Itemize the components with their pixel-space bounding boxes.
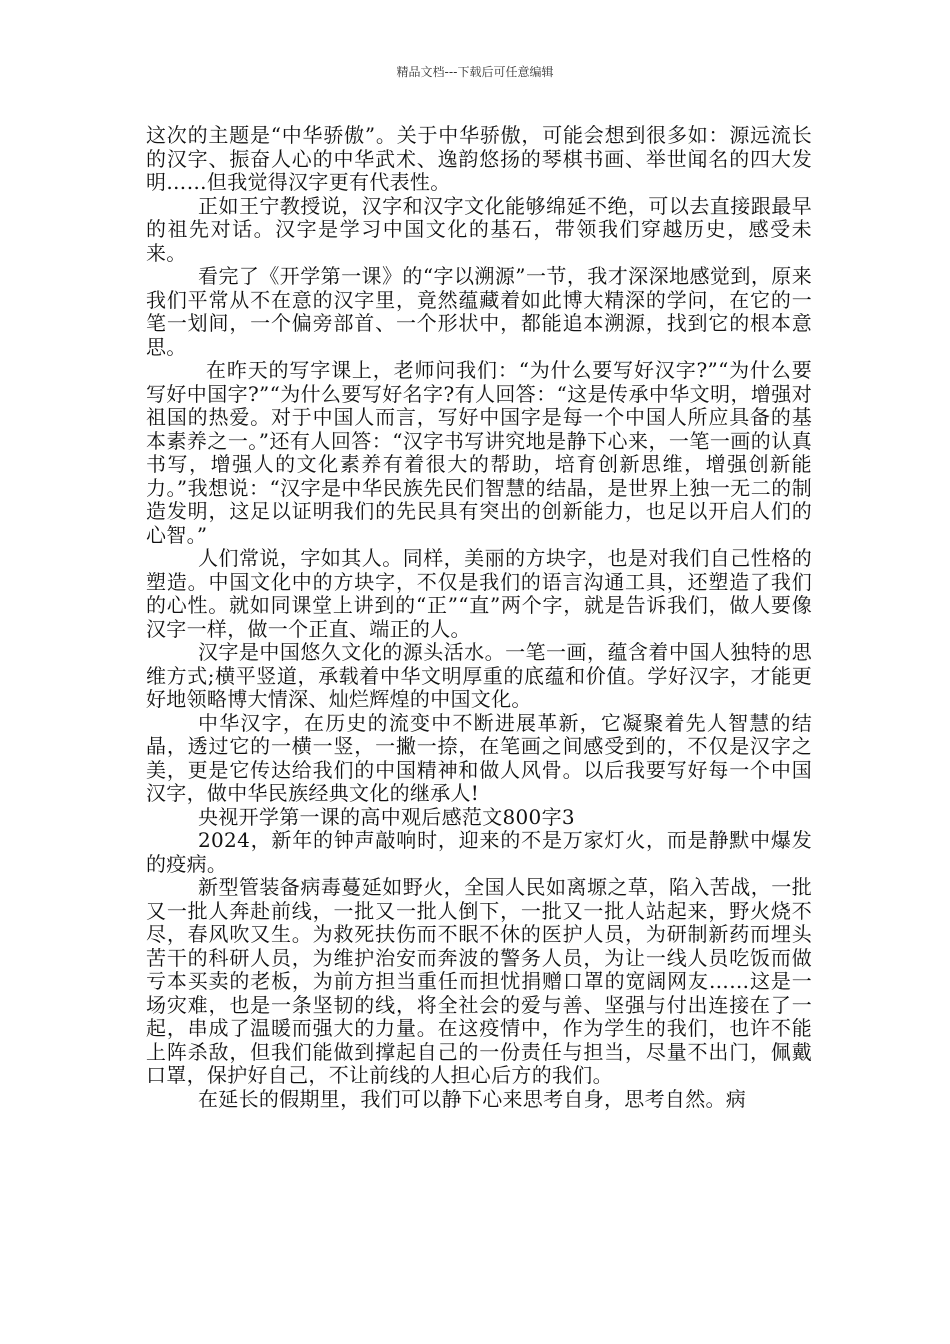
paragraph-character: 人们常说，字如其人。同样，美丽的方块字，也是对我们自己性格的塑造。中国文化中的方块字，不仅是我们的语言沟通工具，还塑造了我们的心性。就如同课堂上讲到的“正”“直”两个字，就是告诉我们，做人要像汉字一样，做一个正直、端正的人。 — [146, 546, 812, 641]
section-title: 央视开学第一课的高中观后感范文800字3 — [198, 804, 575, 829]
paragraph-intro: 这次的主题是“中华骄傲”。关于中华骄傲，可能会想到很多如：源远流长的汉字、振奋人心的中华武术、逸韵悠扬的琴棋书画、举世闻名的四大发明……但我觉得汉字更有代表性。 — [146, 123, 812, 194]
paragraph-holiday: 在延长的假期里，我们可以静下心来思考自身，思考自然。病 — [198, 1086, 747, 1111]
paragraph-first-lesson: 看完了《开学第一课》的“字以溯源”一节，我才深深地感觉到，原来我们平常从不在意的汉字里，竟然蕴藏着如此博大精深的学问，在它的一笔一划间，一个偏旁部首、一个形状中，都能追本溯源，找到它的根本意思。 — [146, 264, 812, 359]
paragraph-writing-class: 在昨天的写字课上，老师问我们：“为什么要写好汉字?”“为什么要写好中国字?”“为什么要写好名字?有人回答：“这是传承中华文明，增强对祖国的热爱。对于中国人而言，写好中国字是每一个中国人所应具备的基本素养之一。”还有人回答：“汉字书写讲究地是静下心来，一笔一画的认真书写，增强人的文化素养有着很大的帮助，培育创新思维，增强创新能力。”我想说：“汉字是中华民族先民们智慧的结晶，是世界上独一无二的制造发明，这足以证明我们的先民具有突出的创新能力，也足以开启人们的心智。” — [146, 358, 812, 547]
paragraph-wang-ning: 正如王宁教授说，汉字和汉字文化能够绵延不绝，可以去直接跟最早的祖先对话。汉字是学习中国文化的基石，带领我们穿越历史，感受未来。 — [146, 193, 812, 265]
paragraph-new-year: 2024，新年的钟声敲响时，迎来的不是万家灯火，而是静默中爆发的疫病。 — [146, 828, 812, 876]
page-header: 精品文档---下载后可任意编辑 — [396, 65, 554, 79]
paragraph-chinese-characters: 中华汉字，在历史的流变中不断进展革新，它凝聚着先人智慧的结晶，透过它的一横一竖，一撇一捺，在笔画之间感受到的，不仅是汉字之美，更是它传达给我们的中国精神和做人风骨。以后我要写好每一个中国汉字，做中华民族经典文化的继承人! — [146, 710, 812, 805]
paragraph-culture-source: 汉字是中国悠久文化的源头活水。一笔一画，蕴含着中国人独特的思维方式;横平竖道，承载着中华文明厚重的底蕴和价值。学好汉字，才能更好地领略博大情深、灿烂辉煌的中国文化。 — [146, 640, 812, 711]
document-body — [146, 124, 812, 1111]
paragraph-epidemic: 新型管装备病毒蔓延如野火，全国人民如离塬之草，陷入苦战，一批又一批人奔赴前线，一批又一批人倒下，一批又一批人站起来，野火烧不尽，春风吹又生。为救死扶伤而不眠不休的医护人员，为研制新药而埋头苦干的科研人员，为维护治安而奔波的警务人员，为让一线人员吃饭而做亏本买卖的老板，为前方担当重任而担忧捐赠口罩的宽阔网友……这是一场灾难，也是一条坚韧的线，将全社会的爱与善、坚强与付出连接在了一起，串成了温暖而强大的力量。在这疫情中，作为学生的我们，也许不能上阵杀敌，但我们能做到撑起自己的一份责任与担当，尽量不出门，佩戴口罩，保护好自己，不让前线的人担心后方的我们。 — [146, 875, 812, 1087]
